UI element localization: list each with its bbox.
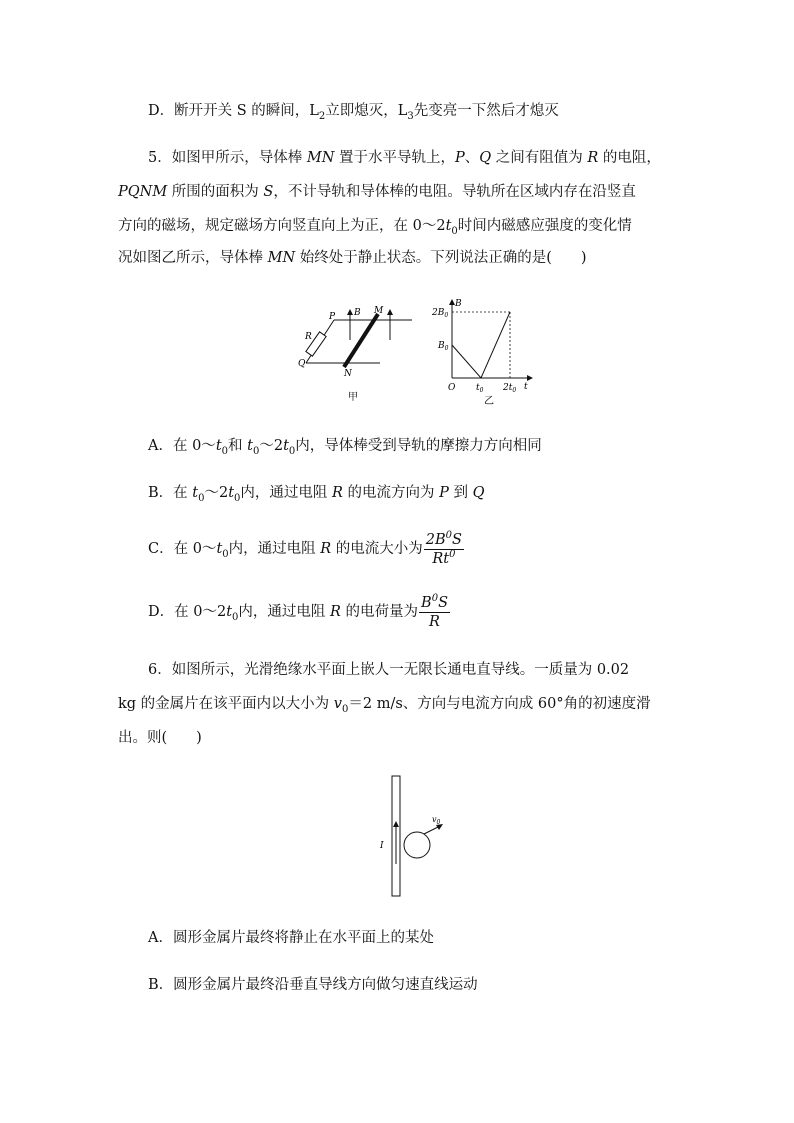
b-arrowhead-2 (387, 309, 393, 315)
rod-mn (344, 314, 378, 367)
q5-line-2: PQNM 所围的面积为 S，不计导轨和导体棒的电阻。导轨所在区域内存在沿竖直 (118, 184, 636, 200)
q6-option-b: B．圆形金属片最终沿垂直导线方向做匀速直线运动 (148, 977, 478, 993)
label-2b0: $2B_0$ (432, 308, 449, 319)
label-i: I (380, 841, 384, 851)
figure-q6 (370, 772, 456, 900)
q5-line-1: 5．如图甲所示，导体棒 MN 置于水平导轨上，P、Q 之间有阻值为 R 的电阻， (148, 150, 661, 166)
label-o: O (448, 383, 456, 393)
q6-option-a: A．圆形金属片最终将静止在水平面上的某处 (148, 930, 434, 946)
fraction-current: $\frac{2B^0S}{Rt^0}$ (425, 529, 462, 567)
label-n: N (344, 369, 352, 379)
label-b0: $B_0$ (438, 341, 449, 352)
q5-line-4: 况如图乙所示，导体棒 MN 始终处于静止状态。下列说法正确的是( ) (118, 250, 587, 266)
label-t0: $t_0$ (476, 383, 484, 394)
q5-option-b: B．在 $t_0\sim 2t_0$内，通过电阻 R 的电流方向为 P 到 Q (148, 485, 485, 504)
caption-yi: 乙 (484, 396, 494, 407)
q5-option-d: D．在 $0\sim 2t_0$内，通过电阻 R 的电荷量为 $\frac{B^0S}{R}$ (148, 592, 448, 630)
caption-jia: 甲 (348, 392, 358, 403)
axis-t-arrow (527, 375, 533, 381)
q5-option-a: A．在 $0\sim t_0$和 $t_0\sim 2t_0$内，导体棒受到导轨的摩擦力方向相同 (148, 438, 542, 457)
label-q: Q (298, 359, 306, 369)
figure-jia (290, 300, 420, 408)
b-arrowhead-1 (347, 309, 353, 315)
figure-yi (430, 294, 540, 408)
q6-line-1: 6．如图所示，光滑绝缘水平面上嵌人一无限长通电直导线。一质量为 0.02 (148, 662, 630, 678)
label-axis-b: B (455, 299, 462, 309)
label-b: B (354, 308, 361, 318)
metal-disk (404, 832, 430, 858)
label-2t0: $2t_0$ (503, 383, 517, 394)
label-axis-t: t (524, 382, 528, 392)
label-p: P (329, 312, 336, 322)
label-r: R (305, 332, 312, 342)
b-curve (452, 312, 510, 378)
prev-option-d: D．断开开关 S 的瞬间，$L_2$立即熄灭，$L_3$先变亮一下然后才熄灭 (148, 103, 559, 122)
q6-line-3: 出。则( ) (118, 730, 202, 746)
label-m: M (374, 306, 384, 316)
q5-option-c: C．在 $0\sim t_0$内，通过电阻 R 的电流大小为 $\frac{2B^0S}{Rt^0}$ (148, 529, 462, 567)
q5-line-3: 方向的磁场，规定磁场方向竖直向上为正，在 $0\sim 2t_0$时间内磁感应强度的变化情 (118, 218, 632, 237)
label-v0: $v_0$ (432, 815, 441, 826)
q6-line-2: kg 的金属片在该平面内以大小为 $v_0=2$ m/s、方向与电流方向成 60°角的初速度滑 (118, 696, 651, 715)
fraction-charge: $\frac{B^0S}{R}$ (421, 592, 448, 630)
